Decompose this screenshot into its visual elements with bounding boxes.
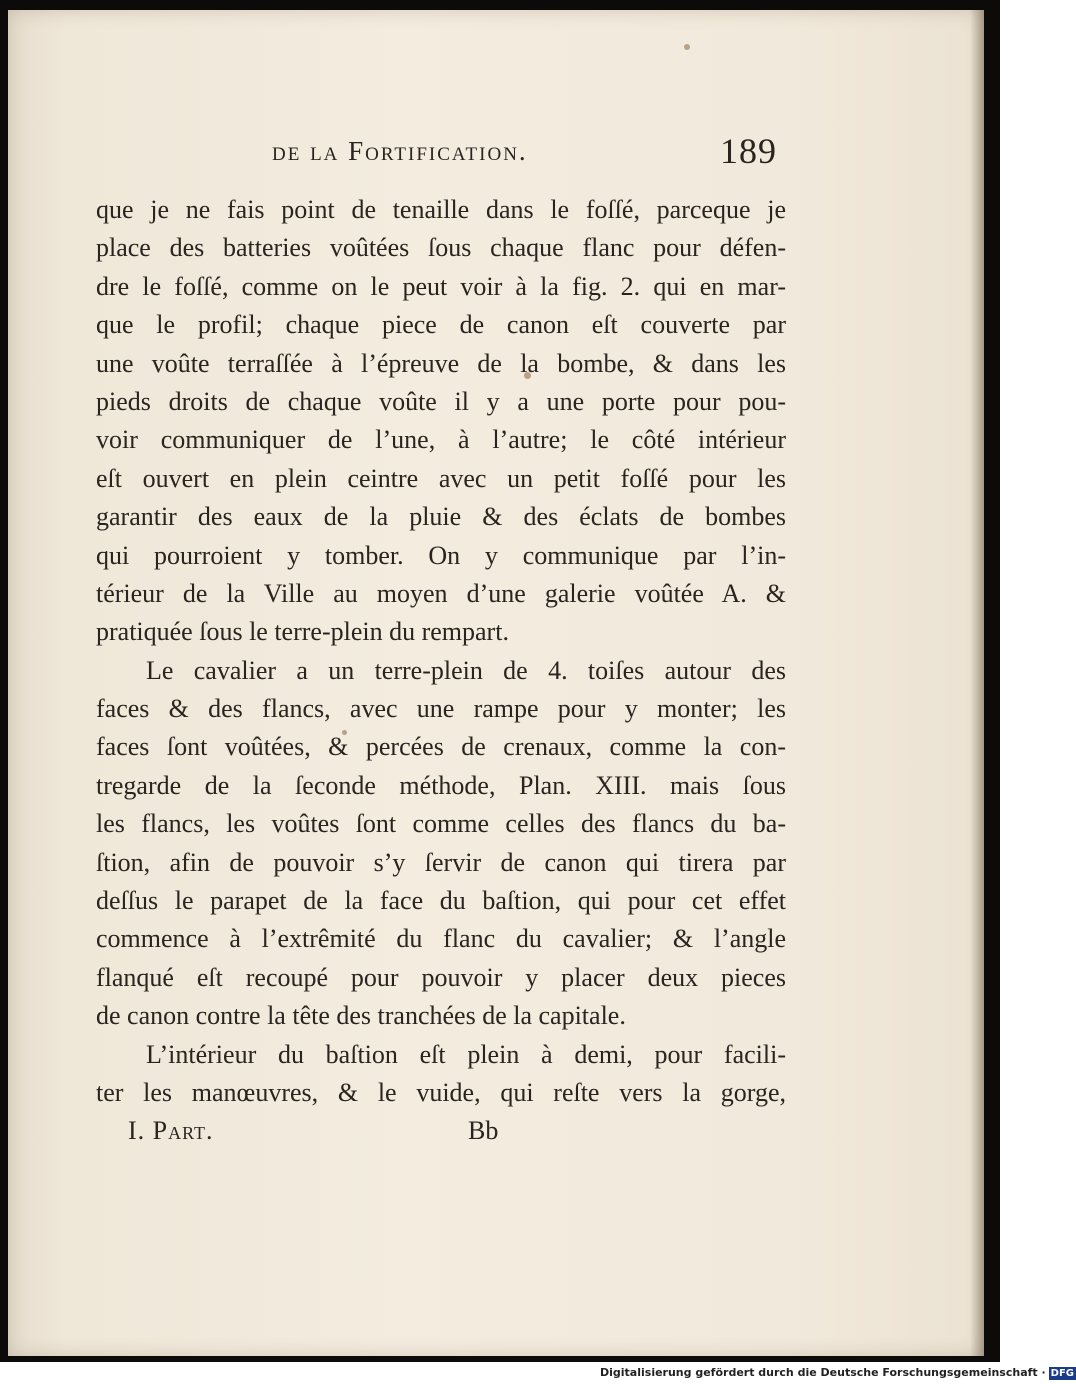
text-line: tregarde de la ſeconde méthode, Plan. XIII. mais ſous xyxy=(96,770,786,800)
text-line: eſt ouvert en plein ceintre avec un petit foſſé pour les xyxy=(96,463,786,493)
text-line: que je ne fais point de tenaille dans le foſſé, parceque je xyxy=(96,195,786,224)
text-line: ſtion, afin de pouvoir s’y ſervir de canon qui tirera par xyxy=(96,847,786,877)
body-text xyxy=(96,191,786,1112)
running-head xyxy=(8,131,984,176)
page-number: 189 xyxy=(720,131,777,171)
page-footer xyxy=(8,1116,984,1156)
text-line: voir communiquer de l’une, à l’autre; le côté intérieur xyxy=(96,425,786,455)
gathering-mark: Bb xyxy=(468,1116,499,1145)
text-line: de canon contre la tête des tranchées de la capitale. xyxy=(96,1001,626,1031)
text-line: les flancs, les voûtes ſont comme celles des flancs du ba- xyxy=(96,809,786,839)
digitization-credit xyxy=(600,1366,1075,1382)
text-line: place des batteries voûtées ſous chaque flanc pour défen- xyxy=(96,233,786,263)
running-title: de la Fortification. xyxy=(272,136,528,166)
dfg-logo-icon: DFG xyxy=(1050,1367,1075,1379)
foxing-spot xyxy=(684,44,690,50)
text-line: térieur de la Ville au moyen d’une galerie voûtée A. & xyxy=(96,578,786,608)
text-line: faces ſont voûtées, & percées de crenaux, comme la con- xyxy=(96,732,786,762)
text-line: une voûte terraſſée à l’épreuve de la bombe, & dans les xyxy=(96,348,786,378)
text-line: commence à l’extrêmité du flanc du cavalier; & l’angle xyxy=(96,924,786,954)
text-line: pieds droits de chaque voûte il y a une porte pour pou- xyxy=(96,386,786,416)
text-line: que le profil; chaque piece de canon eſt couverte par xyxy=(96,310,786,340)
book-page xyxy=(8,10,984,1356)
text-line: flanqué eſt recoupé pour pouvoir y placer deux pieces xyxy=(96,962,786,992)
text-line: L’intérieur du baſtion eſt plein à demi, pour facili- xyxy=(146,1039,786,1069)
text-line: deſſus le parapet de la face du baſtion, qui pour cet effet xyxy=(96,886,786,916)
text-line: qui pourroient y tomber. On y communique par l’in- xyxy=(96,540,786,570)
text-line: pratiquée ſous le terre-plein du rempart. xyxy=(96,617,509,647)
text-line: garantir des eaux de la pluie & des éclats de bombes xyxy=(96,502,786,532)
text-line: Le cavalier a un terre-plein de 4. toiſes autour des xyxy=(146,655,786,685)
text-line: faces & des flancs, avec une rampe pour y monter; les xyxy=(96,694,786,724)
text-line: dre le foſſé, comme on le peut voir à la fig. 2. qui en mar- xyxy=(96,271,786,301)
text-line: ter les manœuvres, & le vuide, qui reſte vers la gorge, xyxy=(96,1077,786,1107)
page-gutter-shadow xyxy=(970,10,984,1356)
credit-text: Digitalisierung gefördert durch die Deutsche Forschungsgemeinschaft · xyxy=(600,1366,1046,1379)
signature-mark: I. Part. xyxy=(128,1116,214,1145)
